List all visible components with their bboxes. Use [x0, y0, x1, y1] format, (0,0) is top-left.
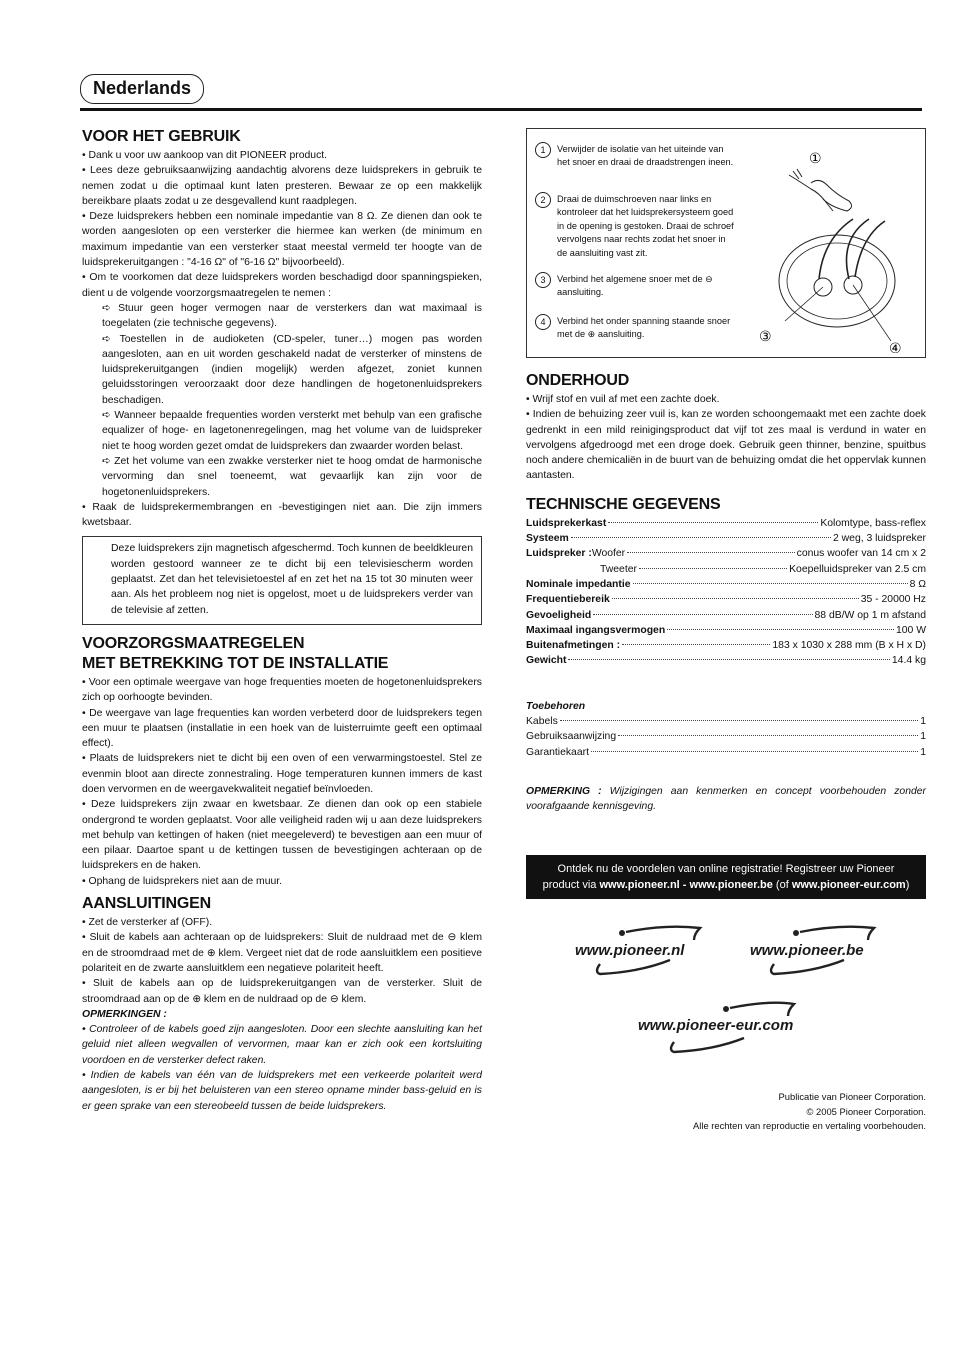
spec-key: Buitenafmetingen : — [526, 640, 621, 652]
section-title-technische-gegevens: TECHNISCHE GEGEVENS — [526, 495, 721, 513]
spec-key: Gevoeligheid — [526, 609, 592, 621]
banner-link[interactable]: www.pioneer.nl - www.pioneer.be — [599, 878, 773, 891]
paragraph: • Deze luidsprekers hebben een nominale impedantie van 8 Ω. Ze dienen dan ook te worden aangesloten op een versterker die hiermee kan werken (de minimum en maximum impedantie van een versterker staat meestal vermeld ter hoogte van de luidsprekeruitgangen : "4-16 Ω" of "6-16 Ω" bijvoorbeeld). — [82, 211, 482, 269]
spec-value: conus woofer van 14 cm x 2 — [796, 548, 926, 560]
paragraph: • Sluit de kabels aan achteraan op de luidsprekers: Sluit de nuldraad met de ⊖ klem en de stroomdraad met de ⊕ klem. Vergeet niet dat de rode aansluitklem een positieve polariteit en de zwarte aansluitklem een negatieve polariteit heeft. — [82, 932, 482, 974]
precaution-item: ➪ Zet het volume van een zwakke versterker niet te hoog omdat de harmonische vervorming dan snel toeneemt, wat gevaarlijk kan zijn voor de hogetonenluidsprekers. — [102, 455, 482, 498]
step-text: Verbind het onder spanning staande snoer met de ⊕ aansluiting. — [557, 316, 731, 340]
accessory-name: Garantiekaart — [526, 746, 589, 758]
accessory-count: 1 — [920, 716, 926, 728]
spec-row — [526, 531, 926, 546]
banner-text: ) — [905, 878, 910, 891]
spec-key: Nominale impedantie — [526, 578, 631, 590]
right-column — [526, 128, 926, 899]
publication-info — [693, 1090, 926, 1134]
accessory-name: Gebruiksaanwijzing — [526, 731, 617, 743]
spec-value: 35 - 20000 Hz — [860, 594, 926, 606]
notice-text: Deze luidsprekers zijn magnetisch afgeschermd. Toch kunnen de beeldkleuren worden gestoord wanneer ze te dicht bij een televisiescherm worden geplaatst. Zet dan het televisietoestel af en zet het na 15 tot 30 minuten weer aan. Als het probleem nog niet is opgelost, moet u de luidsprekers verder van de televisie af zetten. — [111, 543, 473, 616]
spec-subkey: Woofer — [591, 548, 626, 560]
spec-row — [526, 653, 926, 668]
left-column — [82, 128, 482, 1114]
spec-row — [526, 592, 926, 607]
step-2 — [535, 193, 735, 260]
banner-text: product via — [542, 878, 600, 891]
step-text: Draai de duimschroeven naar links en kontroleer dat het luidsprekersysteem goed in de opening is gestoken. Draai de schroef vervolgens naar rechts zodat het snoer in de aansluiting vast zit. — [557, 194, 734, 258]
spec-value: 14.4 kg — [891, 655, 926, 667]
precaution-item: ➪ Toestellen in de audioketen (CD-speler, tuner…) mogen pas worden aangesloten, aan en uit worden geschakeld nadat de versterker of minstens de luidsprekeruitgangen (indien mogelijk) werden afgezet, zoniet kunnen geluidsstoringen veroorzaakt door deze handlingen de hogetonenluidsprekers beschadigen. — [102, 333, 482, 406]
spec-value: 88 dB/W op 1 m afstand — [814, 609, 926, 621]
accessory-name: Kabels — [526, 716, 558, 728]
spec-value: Koepelluidspreker van 2.5 cm — [789, 563, 926, 575]
paragraph: • Indien de behuizing zeer vuil is, kan ze worden schoongemaakt met een zachte doek gedrenkt in een mild reinigingsproduct dat vijf tot zes maal is verdund in water en vervolgens afgedroogd met een droge doek. Gebruik geen thinner, benzine, spuitbus noch andere chemicaliën in de buurt van de behuizing omdat die het oppervlak kunnen aantasten. — [526, 409, 926, 482]
paragraph: • Sluit de kabels aan op de luidsprekeruitgangen van de versterker. Sluit de stroomdraad aan op de ⊕ klem en de nuldraad op de ⊖ klem. — [82, 978, 482, 1005]
spec-row — [526, 577, 926, 592]
paragraph: • Raak de luidsprekermembrangen en -bevestigingen niet aan. Die zijn immers kwetsbaar. — [82, 501, 482, 529]
header-rule — [80, 108, 922, 111]
note-label: OPMERKING : — [526, 785, 602, 797]
spec-row — [526, 546, 926, 561]
rights-line: Alle rechten van reproductie en vertaling voorbehouden. — [693, 1120, 926, 1132]
spec-row — [526, 562, 926, 577]
paragraph: • Deze luidsprekers zijn zwaar en kwetsbaar. Ze dienen dan ook op een stabiele ondergrond te worden geplaatst. Voor alle veiligheid raden wij u aan deze luidsprekers met behulp van kettingen of haken (niet meegeleverd) te bevestigen aan een muur of een pilaar. Daartoe spant u de kettingen tussen de bevestigingen achteraan op de luidsprekers en de haken. — [82, 799, 482, 872]
paragraph: • Dank u voor uw aankoop van dit PIONEER product. — [82, 150, 328, 161]
spec-row — [526, 608, 926, 623]
accessory-row — [526, 745, 926, 760]
paragraph: • Wrijf stof en vuil af met een zachte doek. — [526, 394, 720, 405]
spec-value: 100 W — [895, 624, 926, 636]
spec-subkey: Tweeter — [600, 563, 637, 575]
language-tab: Nederlands — [80, 74, 204, 104]
spec-key: Gewicht — [526, 655, 567, 667]
terminal-diagram — [749, 139, 924, 353]
accessory-count: 1 — [920, 731, 926, 743]
registration-banner — [526, 855, 926, 899]
paragraph: • Om te voorkomen dat deze luidsprekers worden beschadigd door spanningspieken, dient u de volgende voorzorgsmaatregelen te nemen : — [82, 272, 482, 299]
notes-title: OPMERKINGEN : — [82, 1008, 167, 1020]
diagram-label-1: ① — [809, 151, 822, 167]
spec-row — [526, 638, 926, 653]
paragraph: • Ophang de luidsprekers niet aan de muur. — [82, 875, 283, 887]
spec-value: 2 weg, 3 luidspreker — [833, 533, 926, 545]
publication-line: Publicatie van Pioneer Corporation. — [778, 1091, 926, 1102]
note: • Indien de kabels van één van de luidsprekers met een verkeerde polariteit werd aangesloten, is er bij het beluisteren van een stereo opname minder bass-geluid en is er geen sprake van een stereobeeld tussen de beide luidsprekers. — [82, 1070, 482, 1112]
spec-key: Luidsprekerkast — [526, 517, 607, 529]
banner-line-2 — [536, 877, 916, 893]
note-text: Wijzigingen aan kenmerken en concept voorbehouden zonder voorafgaande kennisgeving. — [526, 785, 926, 813]
paragraph: • Voor een optimale weergave van hoge frequenties moeten de hogetonenluidsprekers zich op oorhoogte bevinden. — [82, 676, 482, 704]
precaution-item: ➪ Wanneer bepaalde frequenties worden versterkt met behulp van een grafische equalizer of hoge- en lagetonenregelingen, mag het volume van de luidspreker niet te hoog worden gezet omdat de luidsprekers dan zwaarder worden belast. — [102, 410, 482, 452]
step-number: 2 — [535, 192, 551, 208]
paragraph: • Zet de versterker af (OFF). — [82, 917, 213, 929]
precaution-item: ➪ Stuur geen hoger vermogen naar de versterkers dan wat maximaal is toegelaten (zie technische gegevens). — [102, 302, 482, 330]
spec-key: Systeem — [526, 533, 569, 545]
section-title-voorzorg-2: MET BETREKKING TOT DE INSTALLATIE — [82, 654, 389, 672]
spec-key: Maximaal ingangsvermogen — [526, 624, 666, 636]
step-number: 1 — [535, 142, 551, 158]
spec-row — [526, 623, 926, 638]
spec-key: Frequentiebereik — [526, 594, 610, 606]
accessory-row — [526, 714, 926, 729]
paragraph: • Lees deze gebruiksaanwijzing aandachtig alvorens deze luidsprekers in gebruik te nemen zodat u die optimaal kunt laten presteren. Bewaar ze op een makkelijk bereikbare plaats zodat u ze desgevallend kunt raadplegen. — [82, 165, 482, 207]
note: • Controleer of de kabels goed zijn aangesloten. Door een slechte aansluiting kan het geluid niet alleen wegvallen of vervormen, maar kan er zich ook een kortsluiting voordoen en de versterker defect raken. — [82, 1024, 482, 1066]
copyright-line: © 2005 Pioneer Corporation. — [806, 1105, 926, 1117]
paragraph: • Plaats de luidsprekers niet te dicht bij een oven of een verwarmingstoestel. Stel ze evenmin bloot aan directe zonnestraling. Hoge temperaturen kunnen immers de kast doen vervormen en de weergavekwaliteit negatief beïnvloeden. — [82, 753, 482, 795]
url-pioneer-be[interactable]: www.pioneer.be — [750, 942, 864, 959]
spec-key: Luidspreker : — [526, 548, 592, 560]
banner-line-1: Ontdek nu de voordelen van online registratie! Registreer uw Pioneer — [557, 862, 895, 875]
accessories-title: Toebehoren — [526, 700, 586, 712]
diagram-label-4: ④ — [889, 341, 902, 353]
accessory-count: 1 — [920, 746, 926, 758]
step-number: 4 — [535, 314, 551, 330]
section-title-onderhoud: ONDERHOUD — [526, 372, 630, 389]
banner-link[interactable]: www.pioneer-eur.com — [791, 878, 906, 891]
step-text: Verwijder de isolatie van het uiteinde van het snoer en draai de draadstrengen ineen. — [557, 144, 734, 168]
section-title-voorzorg-1: VOORZORGSMAATREGELEN — [82, 634, 305, 652]
magnetic-shield-notice — [82, 536, 482, 624]
spec-row — [526, 516, 926, 531]
step-1 — [535, 143, 735, 170]
step-number: 3 — [535, 272, 551, 288]
spec-value: Kolomtype, bass-reflex — [820, 517, 926, 529]
connection-steps-box — [526, 128, 926, 358]
step-4 — [535, 315, 735, 342]
accessory-row — [526, 729, 926, 744]
url-pioneer-nl[interactable]: www.pioneer.nl — [575, 942, 685, 959]
step-3 — [535, 273, 735, 300]
step-text: Verbind het algemene snoer met de ⊖ aansluiting. — [557, 274, 713, 298]
banner-text: (of — [772, 878, 792, 891]
url-pioneer-eur[interactable]: www.pioneer-eur.com — [638, 1017, 794, 1034]
opmerking-note — [526, 784, 926, 815]
section-title-aansluitingen: AANSLUITINGEN — [82, 895, 211, 913]
spec-value: 183 x 1030 x 288 mm (B x H x D) — [772, 640, 926, 652]
paragraph: • De weergave van lage frequenties kan worden verbeterd door de luidsprekers tegen een muur te plaatsen (installatie in een hoek van de luisterruimte geeft een optimaal effect). — [82, 707, 482, 750]
diagram-label-3: ③ — [759, 329, 772, 345]
spec-value: 8 Ω — [909, 578, 926, 590]
section-title-voor-het-gebruik: VOOR HET GEBRUIK — [82, 128, 241, 145]
